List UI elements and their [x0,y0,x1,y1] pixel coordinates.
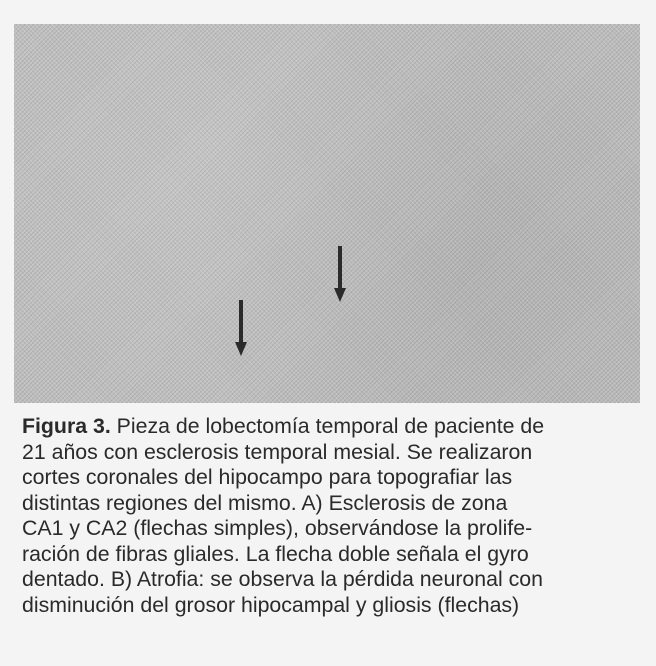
figure-label: Figura 3. [22,414,111,438]
caption-line: cortes coronales del hipocampo para topografiar las [22,465,513,489]
arrow-down-icon [332,246,348,302]
arrow-down-icon [233,300,249,356]
caption-line-text: Pieza de lobectomía temporal de paciente de [110,414,545,438]
figure-caption [22,414,644,618]
caption-line [22,414,644,440]
caption-line: dentado. B) Atrofia: se observa la pérdida neuronal con [22,567,543,591]
caption-line: ración de fibras gliales. La flecha doble señala el gyro [22,541,529,566]
caption-line: disminución del grosor hipocampal y gliosis (flechas) [22,592,520,617]
caption-line: distintas regiones del mismo. A) Esclerosis de zona [22,490,508,515]
caption-line: 21 años con esclerosis temporal mesial. Se realizaron [22,439,533,464]
caption-line: CA1 y CA2 (flechas simples), observándose la prolife- [22,516,533,540]
figure-image [14,24,640,403]
